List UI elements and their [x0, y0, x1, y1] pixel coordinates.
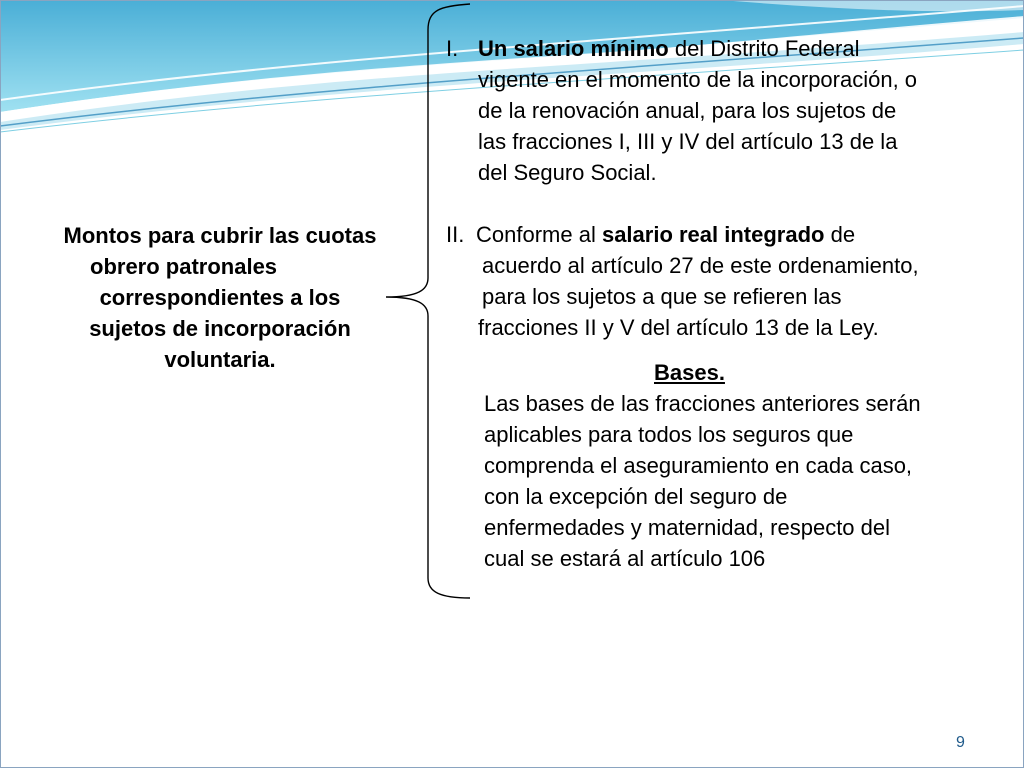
item-text: de — [824, 222, 856, 247]
item-line — [446, 219, 1006, 250]
left-title-line: correspondientes a los — [99, 285, 341, 310]
bases-line: Las bases de las fracciones anteriores serán — [484, 391, 921, 416]
left-title-line: voluntaria. — [164, 347, 276, 372]
item-text: Conforme al — [476, 222, 602, 247]
item-line: acuerdo al artículo 27 de este ordenamiento, — [482, 253, 919, 278]
item-text: del Distrito Federal — [668, 36, 860, 61]
left-title — [30, 220, 410, 375]
bases-heading: Bases. — [654, 360, 725, 385]
item-line: las fracciones I, III y IV del artículo 13 de la — [478, 129, 898, 154]
bases-line: comprenda el aseguramiento en cada caso, — [484, 453, 913, 478]
item-line: del Seguro Social. — [478, 160, 657, 185]
item-bold-term: Un salario mínimo — [478, 36, 669, 61]
bases-line: con la excepción del seguro de — [484, 484, 788, 509]
item-number: I. — [446, 36, 459, 61]
item-bold-term: salario real integrado — [601, 222, 825, 247]
item-line — [446, 33, 1006, 64]
bases-line: aplicables para todos los seguros que — [484, 422, 854, 447]
fraction-item-1 — [446, 33, 1006, 188]
bases-body — [446, 388, 1006, 574]
item-line: de la renovación anual, para los sujetos de — [478, 98, 897, 123]
item-line: vigente en el momento de la incorporación, o — [478, 67, 918, 92]
item-number: II. — [446, 222, 465, 247]
left-title-line: obrero patronales — [90, 254, 278, 279]
left-title-line: Montos para cubrir las cuotas — [63, 223, 377, 248]
bases-line: cual se estará al artículo 106 — [484, 546, 766, 571]
bases-line: enfermedades y maternidad, respecto del — [484, 515, 891, 540]
page-number: 9 — [956, 734, 965, 751]
item-line: para los sujetos a que se refieren las — [482, 284, 842, 309]
right-column — [446, 33, 1006, 574]
item-line: fracciones II y V del artículo 13 de la Ley. — [478, 315, 879, 340]
left-title-line: sujetos de incorporación — [89, 316, 351, 341]
fraction-item-2 — [446, 219, 1006, 343]
